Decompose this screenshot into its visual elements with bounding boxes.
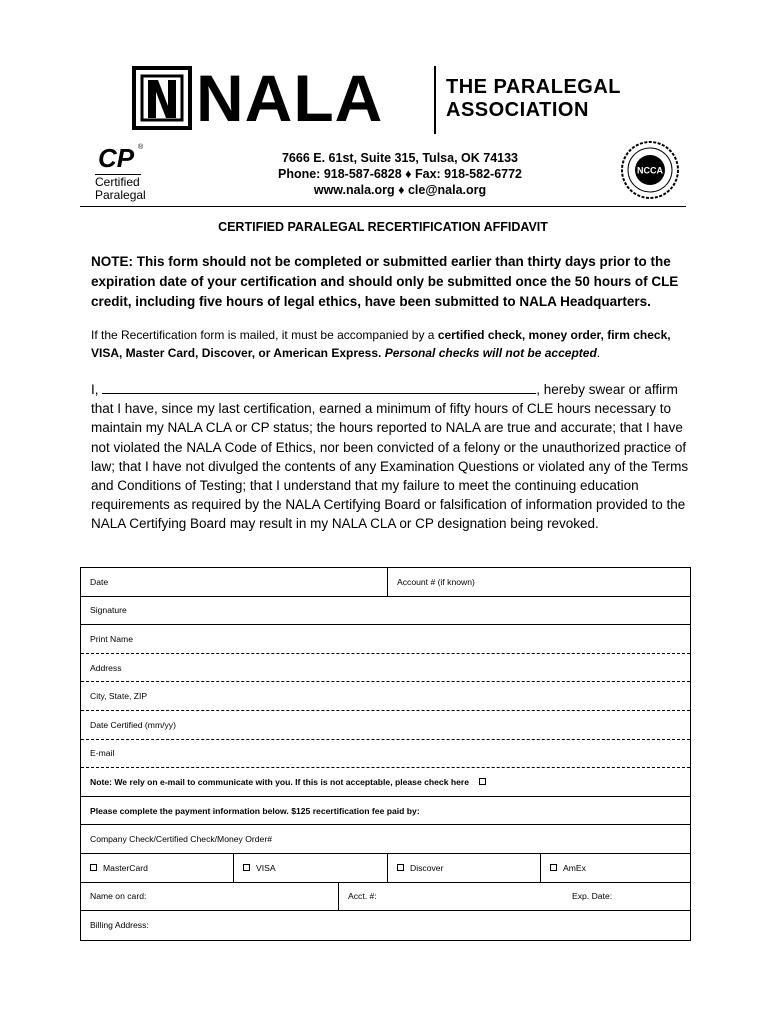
exp-date-field[interactable] [563,883,690,911]
table-row [81,797,690,826]
table-row [81,682,690,711]
table-row [81,711,690,740]
ncca-seal-icon [620,140,680,200]
table-row [81,654,690,683]
cp-logo-line-1: Certified [95,175,140,189]
visa-label: VISA [256,862,276,873]
print-name-field[interactable] [81,625,690,653]
card-number-label: Acct. #: [348,891,377,902]
address-label: Address [90,662,122,673]
card-number-field[interactable] [338,883,558,911]
discover-option[interactable] [387,854,541,882]
discover-label: Discover [410,862,444,873]
contact-block [230,150,570,198]
date-field[interactable] [81,568,389,596]
recertification-form-table [80,567,691,941]
table-row [81,854,690,883]
company-check-label: Company Check/Certified Check/Money Order# [90,834,272,845]
org-tagline-line-1: THE PARALEGAL [446,76,622,98]
table-row [81,911,690,940]
org-tagline [446,76,621,122]
payment-note [81,797,690,825]
account-field[interactable] [387,568,690,596]
email-label: E-mail [90,748,115,759]
email-opt-out-checkbox[interactable] [479,778,486,785]
visa-checkbox[interactable] [243,864,250,871]
date-label: Date [90,576,109,587]
web-line: www.nala.org ♦ cle@nala.org [313,183,487,197]
mail-payment-methods: certified check, money order, firm check, VISA, Master Card, Discover, or American Express. [91,328,671,360]
billing-address-field[interactable] [81,911,690,940]
affiant-name-blank[interactable] [102,382,536,394]
discover-checkbox[interactable] [397,864,404,871]
company-check-field[interactable] [81,825,690,853]
email-field[interactable] [81,740,690,768]
table-row [81,568,690,597]
amex-checkbox[interactable] [550,864,557,871]
affidavit-body: , hereby swear or affirm that I have, since my last certification, earned a minimum of fifty hours of CLE hours necessary to maintain my NALA CLA or CP status; the hours reported to NALA are true and accurate; that I have not violated the NALA Code of Ethics, nor been convicted of a felony or the unauthorized practice of law; that I have not divulged the contents of any Examination Questions or violated any of the Terms and Conditions of Testing; that I understand that my failure to meet the continuing education requirements as required by the NALA Certifying Board or falsification of information provided to the NALA Certifying Board may result in my NALA CLA or CP designation being revoked. [91,382,689,532]
amex-label: AmEx [563,862,586,873]
org-tagline-line-2: ASSOCIATION [446,99,589,121]
mastercard-label: MasterCard [103,862,148,873]
registered-icon: ® [138,144,144,151]
date-certified-field[interactable] [81,711,690,739]
cp-logo-mark: CP [98,143,135,173]
table-row [81,768,690,797]
exp-date-label: Exp. Date: [572,891,613,902]
header-rule [80,206,686,207]
mailing-requirements: If the Recertification form is mailed, it must be accompanied by a certified check, money order, firm check, VISA, Master Card, Discover, or American Express. Personal checks will not be accepted. [91,328,671,360]
logo-divider [434,66,436,134]
email-note [81,768,690,796]
billing-address-label: Billing Address: [90,920,149,931]
city-state-zip-label: City, State, ZIP [90,691,148,702]
signature-label: Signature [90,605,127,616]
submission-note: NOTE: This form should not be completed or submitted earlier than thirty days prior to the expiration date of your certification and should only be submitted once the 50 hours of CLE credit, including five hours of legal ethics, have been submitted to NALA Headquarters. [91,254,679,309]
address-field[interactable] [81,654,690,682]
name-on-card-label: Name on card: [90,891,147,902]
mail-intro: If the Recertification form is mailed, it must be accompanied by a [91,328,438,342]
signature-field[interactable] [81,597,690,625]
payment-note-text: Please complete the payment information below. $125 recertification fee paid by: [90,805,420,816]
address-line: 7666 E. 61st, Suite 315, Tulsa, OK 74133 [281,151,518,165]
affidavit-start: I, [91,382,99,397]
amex-option[interactable] [540,854,690,882]
name-on-card-field[interactable] [81,883,340,911]
date-certified-label: Date Certified (mm/yy) [90,719,176,730]
email-note-text: Note: We rely on e-mail to communicate with you. If this is not acceptable, please check here [90,776,470,787]
table-row [81,883,690,912]
cp-logo-line-2: Paralegal [95,188,146,202]
form-title: CERTIFIED PARALEGAL RECERTIFICATION AFFIDAVIT [218,220,548,234]
ncca-seal-label: NCCA [637,165,663,176]
nala-logo-mark-icon [132,66,192,130]
cp-logo-text [95,174,146,202]
account-label: Account # (if known) [397,576,475,587]
mastercard-option[interactable] [81,854,234,882]
visa-option[interactable] [233,854,387,882]
table-row [81,825,690,854]
affidavit-statement [91,380,691,534]
org-name: NALA [196,61,384,135]
print-name-label: Print Name [90,633,133,644]
city-state-zip-field[interactable] [81,682,690,710]
mail-personal-checks: Personal checks will not be accepted [384,346,597,360]
table-row [81,597,690,626]
phone-line: Phone: 918-587-6828 ♦ Fax: 918-582-6772 [277,167,523,181]
table-row [81,625,690,654]
mastercard-checkbox[interactable] [90,864,97,871]
table-row [81,740,690,769]
